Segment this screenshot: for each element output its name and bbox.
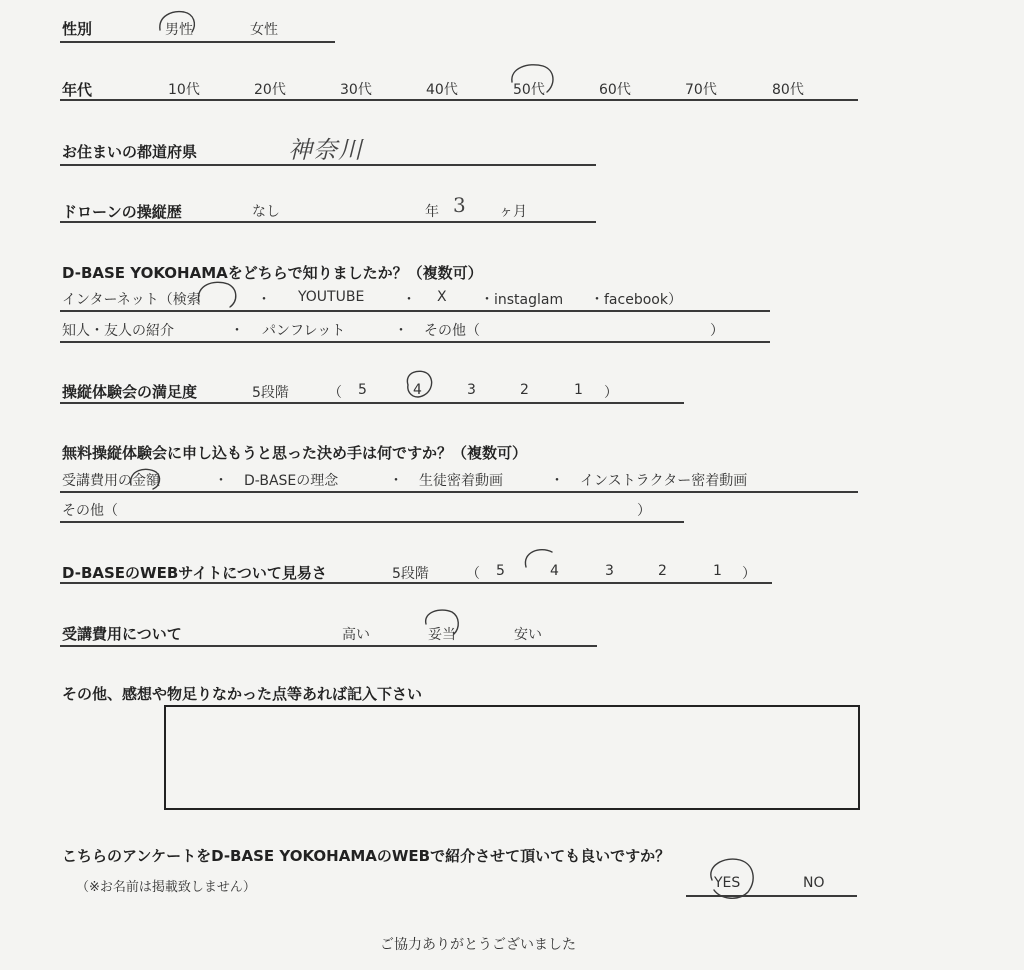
permission-question: こちらのアンケートをD-BASE YOKOHAMAのWEBで紹介させて頂いても良いですか？: [62, 847, 671, 865]
age-option-30[interactable]: 30代: [340, 82, 372, 98]
comments-textarea[interactable]: [164, 705, 860, 810]
website-open: （: [466, 566, 480, 582]
satisfaction-option-1[interactable]: 1: [574, 382, 583, 398]
deciding-factor-sep: ・: [214, 473, 228, 489]
satisfaction-close: ）: [604, 385, 618, 401]
thanks-message: ご協力ありがとうございました: [380, 937, 576, 953]
website-scale: 5段階: [392, 566, 429, 582]
satisfaction-option-3[interactable]: 3: [467, 382, 476, 398]
gender-label: 性別: [62, 20, 93, 38]
fee-rule: [60, 645, 597, 647]
source-x[interactable]: X: [437, 289, 447, 305]
age-option-60[interactable]: 60代: [599, 82, 631, 98]
source-other[interactable]: その他（: [424, 323, 480, 339]
website-selection-circle: [525, 550, 552, 567]
gender-rule: [60, 41, 335, 43]
age-label: 年代: [62, 81, 93, 99]
satisfaction-scale: 5段階: [252, 385, 289, 401]
age-option-40[interactable]: 40代: [426, 82, 458, 98]
source-instagram[interactable]: ・instaglam: [480, 292, 564, 308]
prefecture-answer[interactable]: 神奈川: [288, 136, 363, 164]
drone-experience-month-unit: ヶ月: [499, 204, 527, 220]
drone-experience-none[interactable]: なし: [252, 204, 280, 220]
satisfaction-option-5[interactable]: 5: [358, 382, 367, 398]
deciding-factor-rule-2: [60, 521, 684, 523]
deciding-factor-fee[interactable]: 受講費用の金額: [62, 473, 160, 489]
drone-experience-month-value[interactable]: 3: [453, 193, 466, 217]
source-question: D-BASE YOKOHAMAをどちらで知りましたか？（複数可）: [62, 264, 483, 282]
permission-option-yes[interactable]: YES: [714, 875, 741, 891]
permission-note: （※お名前は掲載致しません）: [76, 880, 256, 895]
source-sep: ・: [257, 292, 271, 308]
fee-option-cheap[interactable]: 安い: [514, 627, 542, 643]
deciding-factor-instructor-video[interactable]: インストラクター密着動画: [580, 473, 748, 489]
website-close: ）: [742, 566, 756, 582]
satisfaction-option-4[interactable]: 4: [413, 382, 422, 398]
deciding-factor-question: 無料操縦体験会に申し込もうと思った決め手は何ですか？（複数可）: [62, 444, 528, 462]
source-pamphlet[interactable]: パンフレット: [262, 323, 346, 339]
comments-label: その他、感想や物足りなかった点等あれば記入下さい: [62, 685, 423, 703]
source-rule-1: [60, 310, 770, 312]
source-sep: ・: [402, 292, 416, 308]
age-option-80[interactable]: 80代: [772, 82, 804, 98]
satisfaction-open: （: [328, 385, 342, 401]
deciding-factor-rule-1: [60, 491, 858, 493]
deciding-factor-other[interactable]: その他（: [62, 503, 118, 519]
prefecture-label: お住まいの都道府県: [62, 143, 198, 161]
permission-rule: [686, 895, 857, 897]
website-option-2[interactable]: 2: [658, 563, 667, 579]
deciding-factor-student-video[interactable]: 生徒密着動画: [419, 473, 503, 489]
age-option-70[interactable]: 70代: [685, 82, 717, 98]
source-sep: ・: [394, 323, 408, 339]
source-rule-2: [60, 341, 770, 343]
source-sep: ・: [230, 323, 244, 339]
website-option-4[interactable]: 4: [550, 563, 559, 579]
source-other-close: ）: [710, 323, 724, 339]
deciding-factor-philosophy[interactable]: D-BASEの理念: [244, 473, 339, 489]
gender-option-male[interactable]: 男性: [165, 22, 193, 38]
website-option-5[interactable]: 5: [496, 563, 505, 579]
source-internet[interactable]: インターネット（検索: [62, 292, 201, 308]
source-youtube[interactable]: YOUTUBE: [298, 289, 365, 305]
website-label: D-BASEのWEBサイトについて見易さ: [62, 564, 327, 582]
drone-experience-year-unit: 年: [425, 204, 439, 220]
satisfaction-label: 操縦体験会の満足度: [62, 383, 198, 401]
satisfaction-option-2[interactable]: 2: [520, 382, 529, 398]
prefecture-rule: [60, 164, 596, 166]
age-option-50[interactable]: 50代: [513, 82, 545, 98]
source-facebook[interactable]: ・facebook）: [590, 292, 682, 308]
deciding-factor-sep: ・: [389, 473, 403, 489]
source-selection-circle: [198, 282, 235, 307]
drone-experience-rule: [60, 221, 596, 223]
age-rule: [60, 99, 858, 101]
website-rule: [60, 582, 772, 584]
satisfaction-rule: [60, 402, 684, 404]
website-option-3[interactable]: 3: [605, 563, 614, 579]
fee-option-fair[interactable]: 妥当: [428, 627, 456, 643]
deciding-factor-sep: ・: [550, 473, 564, 489]
age-option-10[interactable]: 10代: [168, 82, 200, 98]
permission-option-no[interactable]: NO: [803, 875, 825, 891]
fee-label: 受講費用について: [62, 625, 182, 643]
source-referral[interactable]: 知人・友人の紹介: [62, 323, 174, 339]
fee-option-high[interactable]: 高い: [342, 627, 370, 643]
gender-option-female[interactable]: 女性: [250, 22, 278, 38]
drone-experience-label: ドローンの操縦歴: [62, 203, 182, 221]
website-option-1[interactable]: 1: [713, 563, 722, 579]
deciding-factor-other-close: ）: [637, 503, 651, 519]
age-option-20[interactable]: 20代: [254, 82, 286, 98]
